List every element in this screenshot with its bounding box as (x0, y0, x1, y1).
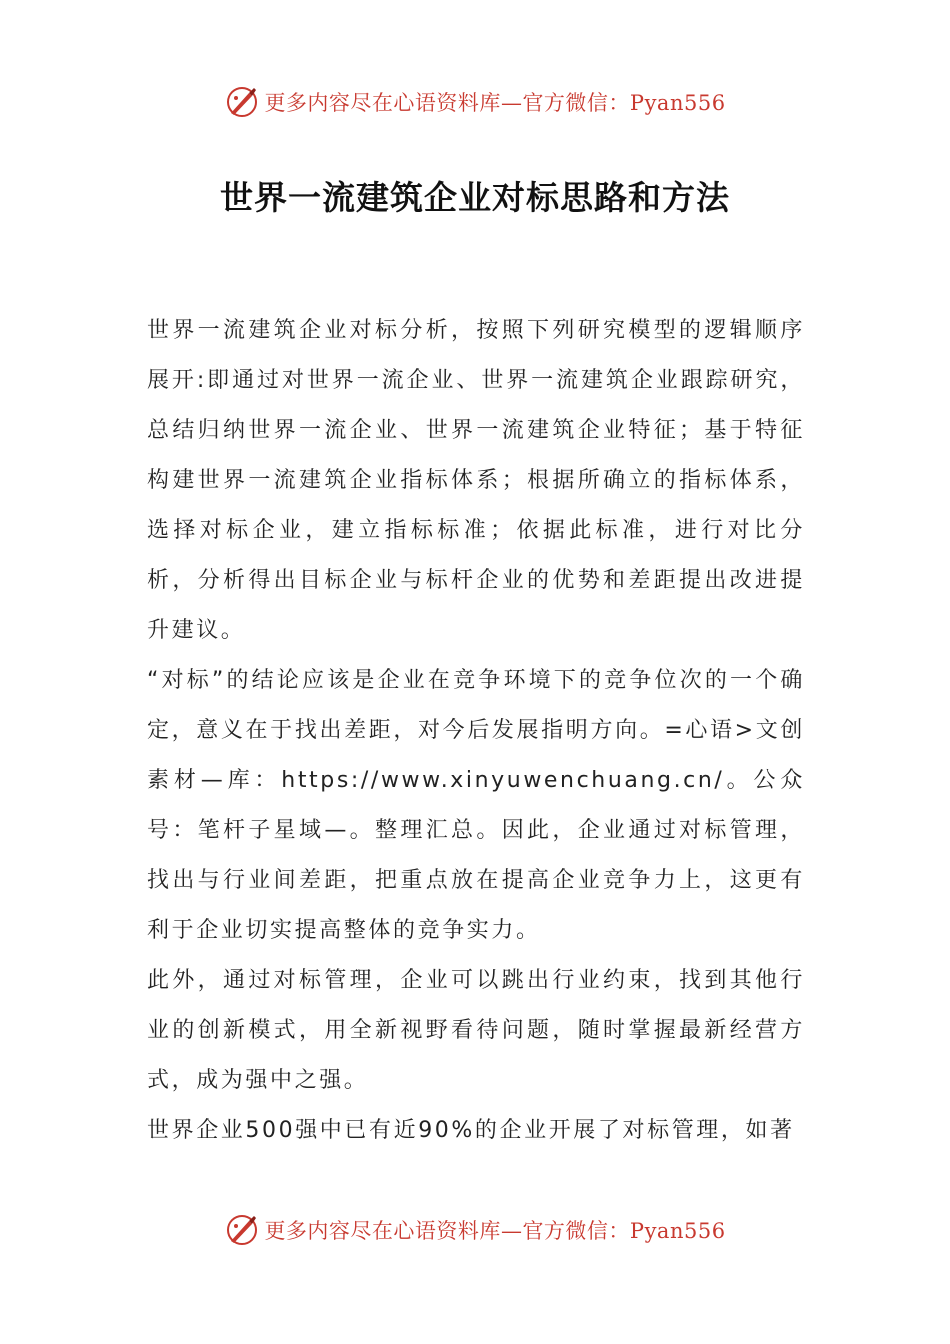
paragraph-2: “对标”的结论应该是企业在竞争环境下的竞争位次的一个确定，意义在于找出差距，对今后发展指明方向。=心语>文创素材—库：https://www.xinyuwenchuang.cn/。公众号：笔杆子星域—。整理汇总。因此，企业通过对标管理，找出与行业间差距，把重点放在提高企业竞争力上，这更有利于企业切实提高整体的竞争实力。 (147, 668, 805, 943)
banner-contact: 官方微信：Pyan556 (522, 91, 726, 115)
paragraph-3: 此外，通过对标管理，企业可以跳出行业约束，找到其他行业的创新模式，用全新视野看待问题，随时掌握最新经营方式，成为强中之强。 (147, 968, 805, 1093)
page-title: 世界一流建筑企业对标思路和方法 (220, 178, 730, 217)
banner-separator: — (500, 91, 523, 115)
pen-circle-logo-icon (224, 84, 260, 120)
banner-text (264, 1215, 725, 1245)
banner-text (264, 87, 725, 117)
header-banner (0, 80, 950, 124)
footer-banner (0, 1208, 950, 1252)
paragraph-4: 世界企业500强中已有近90%的企业开展了对标管理，如著 (147, 1118, 795, 1143)
banner-site-name: 更多内容尽在心语资料库 (264, 1219, 501, 1243)
paragraph-1: 世界一流建筑企业对标分析，按照下列研究模型的逻辑顺序展开:即通过对世界一流企业、世界一流建筑企业跟踪研究，总结归纳世界一流企业、世界一流建筑企业特征；基于特征构建世界一流建筑企业指标体系；根据所确立的指标体系，选择对标企业，建立指标标准；依据此标准，进行对比分析，分析得出目标企业与标杆企业的优势和差距提出改进提升建议。 (147, 318, 805, 643)
document-body (147, 306, 805, 1156)
banner-site-name: 更多内容尽在心语资料库 (264, 91, 501, 115)
pen-circle-logo-icon (224, 1212, 260, 1248)
banner-separator: — (500, 1219, 523, 1243)
banner-contact: 官方微信：Pyan556 (522, 1219, 726, 1243)
